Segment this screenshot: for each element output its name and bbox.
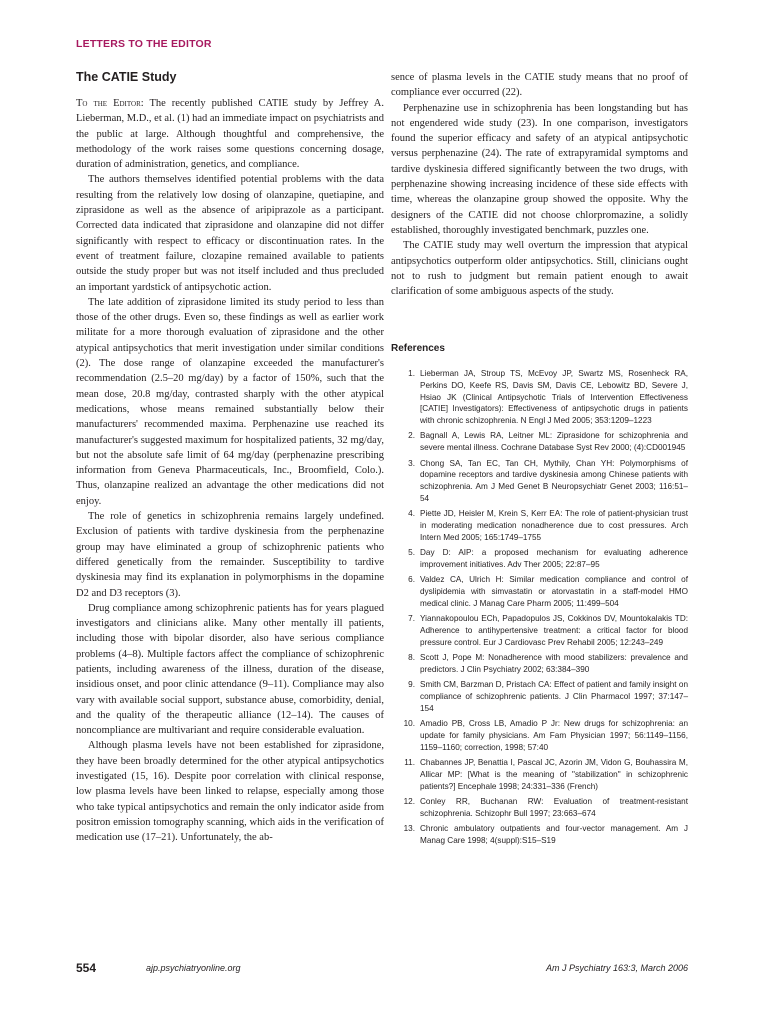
reference-text: Bagnall A, Lewis RA, Leitner ML: Ziprasidone for schizophrenia and severe mental illness. Cochrane Database Syst Rev 2000; (4):CD001945 [420,431,688,453]
reference-number: 13. [403,823,415,833]
reference-item [391,430,688,454]
reference-item [391,574,688,609]
reference-item [391,796,688,820]
paragraph-text: The recently published CATIE study by Jeffrey A. Lieberman, M.D., et al. (1) had an immediate impact on psychiatrists and the public at large. Although thoughtful and comprehensive, the methodology of the work raises some questions concerning dosage, duration of administration, genetics, and compliance. [76,98,385,171]
body-paragraph: Perphenazine use in schizophrenia has been longstanding but has not engendered wide study (23). In one comparison, investigators found the superior efficacy and safety of an atypical antipsychotic versus perphenazine (24). The rate of extrapyramidal symptoms and tardive dyskinesia differed significantly between the two drugs, with perphenazine showing increasing incidence of these side effects with time, whereas the olanzapine group showed the opposite. Why the designers of the CATIE did not choose chlorpromazine, a solidly established, thoroughly investigated benchmark, puzzles one. [391,102,688,236]
body-paragraph: sence of plasma levels in the CATIE study means that no proof of compliance ever occurred (22). [391,72,688,99]
right-column [391,70,688,299]
reference-item [391,652,688,676]
reference-number: 4. [408,509,415,519]
references-heading: References [391,343,445,354]
reference-number: 6. [408,575,415,585]
reference-number: 12. [403,796,415,806]
reference-item [391,613,688,648]
reference-text: Valdez CA, Ulrich H: Similar medication compliance and control of dyslipidemia with simvastatin or atorvastatin in a staff-model HMO medical clinic. J Manag Care Pharm 2005; 11:499–504 [420,575,688,608]
reference-number: 9. [408,680,415,690]
reference-text: Chronic ambulatory outpatients and four-vector management. Am J Manag Care 1998; 4(suppl):S15–S19 [420,823,688,845]
left-column [76,96,384,846]
references-list [391,368,688,850]
reference-text: Conley RR, Buchanan RW: Evaluation of treatment-resistant schizophrenia. Schizophr Bull 1997; 23:663–674 [420,796,688,818]
reference-item [391,547,688,571]
reference-item [391,368,688,427]
reference-item [391,823,688,847]
reference-text: Chong SA, Tan EC, Tan CH, Mythily, Chan YH: Polymorphisms of dopamine receptors and tardive dyskinesia among Chinese patients with schizophrenia. Am J Med Genet B Neuropsychiatr Genet 2003; 116:51–54 [420,458,688,503]
journal-url: ajp.psychiatryonline.org [146,963,241,973]
body-paragraph: Drug compliance among schizophrenic patients has for years plagued investigators and clinicians alike. Many other mentally ill patients, including those with bipolar disorder, also have serious compliance problems (4–8). Multiple factors affect the compliance of schizophrenic patients, including awareness of the illness, duration of the disease, insidious onset, and poor clinic attendance (9–11). Compliance may also vary with available social support, substance abuse, comorbidity, denial, and the quality of the therapeutic alliance (12–14). The causes of noncompliance are multivariant and require considerable evaluation. [76,602,384,737]
reference-item [391,757,688,792]
reference-item [391,508,688,543]
reference-text: Scott J, Pope M: Nonadherence with mood stabilizers: prevalence and predictors. J Clin Psychiatry 2002; 63:384–390 [420,653,688,674]
reference-number: 5. [408,548,415,558]
body-paragraph: The CATIE study may well overturn the impression that atypical antipsychotics outperform older antipsychotics. Still, clinicians ought not to rush to judgment but remain patient enough to await clarification of some ambiguous aspects of the study. [391,240,688,298]
body-paragraph: The authors themselves identified potential problems with the data resulting from the relatively low dosing of olanzapine, quetiapine, and ziprasidone as well as the absence of aripiprazole as a participant. Corrected data indicated that ziprasidone and olanzapine did not differ significantly with respect to efficacy or discontinuation rates. In the event of treatment failure, clozapine remained available to patients outside the study proper but was not itself included and thus precluded an important yardstick of antipsychotic action. [76,174,384,293]
body-paragraph: Although plasma levels have not been established for ziprasidone, they have been broadly determined for the other atypical antipsychotics investigated (15, 16). Despite poor correlation with clinical response, low plasma levels have been linked to relapse, especially among those who take typical antipsychotics and remain the only indicator aside from positron emission tomography scanning, which aids in the verification of medication use (17–21). Unfortunately, the ab- [76,740,384,844]
article-title: The CATIE Study [76,70,177,84]
reference-text: Chabannes JP, Benattia I, Pascal JC, Azorin JM, Vidon G, Bouhassira M, Allicar MP: [What is the meaning of "stabilization" in schizophrenic patients?] Encephale 1998; 24:331–336 (French) [420,757,688,791]
page-footer [76,961,688,977]
reference-number: 7. [408,614,415,624]
reference-item [391,458,688,505]
reference-item [391,718,688,753]
reference-number: 8. [408,653,415,663]
reference-number: 1. [408,369,415,378]
journal-citation: Am J Psychiatry 163:3, March 2006 [545,963,688,973]
opening-paragraph [76,96,384,172]
reference-text: Piette JD, Heisler M, Krein S, Kerr EA: The role of patient-physician trust in moderating medication nonadherence due to cost pressures. Arch Intern Med 2005; 165:1749–1755 [420,509,688,542]
salutation: To the Editor: [76,98,144,109]
reference-text: Yiannakopoulou ECh, Papadopulos JS, Cokkinos DV, Mountokalakis TD: Adherence to antihypertensive treatment: a critical factor for blood pressure control. Eur J Cardiovasc Prev Rehabil 2005; 12:243–249 [420,614,688,647]
reference-item [391,679,688,714]
reference-number: 10. [403,719,415,729]
reference-text: Day D: AIP: a proposed mechanism for evaluating adherence improvement initiatives. Adv Ther 2005; 22:87–95 [420,548,688,569]
reference-text: Smith CM, Barzman D, Pristach CA: Effect of patient and family insight on compliance of schizophrenic patients. J Clin Pharmacol 1997; 37:147–154 [420,680,688,713]
reference-number: 11. [404,757,415,767]
reference-number: 3. [408,458,415,468]
reference-text: Lieberman JA, Stroup TS, McEvoy JP, Swartz MS, Rosenheck RA, Perkins DO, Keefe RS, Davis SM, Davis CE, Lebowitz BD, Severe J, Hsiao JK (Clinical Antipsychotic Trials of Intervention Effectiveness [CATIE] Investigators): Effectiveness of antipsychotic drugs in patients with chronic schizophrenia. N Engl J Med 2005; 353:1209–1223 [420,369,688,426]
reference-number: 2. [408,431,415,441]
body-paragraph: The late addition of ziprasidone limited its study period to less than those of the other drugs. Even so, these findings as well as earlier work militate for a more thorough evaluation of ziprasidone and the other atypical antipsychotics that merit investigation under similar conditions (2). The dose range of olanzapine exceeded the manufacturer's recommendation (2.5–20 mg/day) by a factor of 150%, such that the mean dose, 20.8 mg/day, contrasted sharply with the other atypical medications, whose means remained substantially below their manufacturers' recommended maxima. Perphenazine use reached its manufacturer's suggested maximum for hospitalized patients, 32 mg/day, but not the absolute safe limit of 64 mg/day (perphenazine prescribing information from Geneva Pharmaceuticals, Inc., Broomfield, Colo.). Thus, olanzapine realized an advantage the other medications did not enjoy. [76,296,384,507]
section-header: LETTERS TO THE EDITOR [76,38,212,50]
reference-text: Amadio PB, Cross LB, Amadio P Jr: New drugs for schizophrenia: an update for family physicians. Am Fam Physician 1997; 56:1149–1156, 1159–1160; correction, 1998; 57:40 [420,719,688,752]
page-number: 554 [76,961,97,975]
body-paragraph: The role of genetics in schizophrenia remains largely undefined. Exclusion of patients with tardive dyskinesia from the perphenazine group may have eliminated a group of schizophrenic patients who differed genetically from the remainder. Susceptibility to tardive dyskinesia may find its explanation in polymorphisms in the dopamine D2 and D3 receptors (3). [76,511,384,599]
